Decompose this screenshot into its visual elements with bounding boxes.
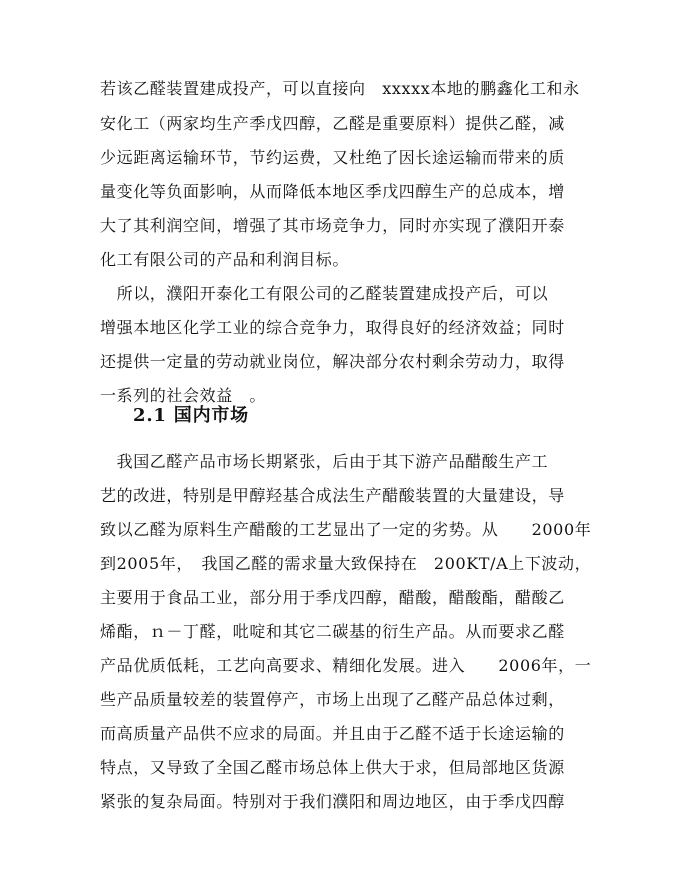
paragraph-2-line-4: 一系列的社会效益 。 — [100, 386, 267, 405]
paragraph-3-line-1: 我国乙醛产品市场长期紧张，后由于其下游产品醋酸生产工 — [100, 452, 549, 471]
paragraph-1-line-6: 化工有限公司的产品和利润目标。 — [100, 250, 350, 269]
paragraph-1-line-1: 若该乙醛装置建成投产，可以直接向 xxxxx本地的鹏鑫化工和永 — [100, 79, 580, 98]
paragraph-3-line-11: 紧张的复杂局面。特别对于我们濮阳和周边地区，由于季戊四醇 — [100, 792, 565, 811]
paragraph-3-line-4: 到2005年， 我国乙醛的需求量大致保持在 200KT/A上下波动， — [100, 554, 592, 573]
paragraph-3-line-5: 主要用于食品工业，部分用于季戊四醇，醋酸，醋酸酯，醋酸乙 — [100, 588, 565, 607]
paragraph-3-line-3: 致以乙醛为原料生产醋酸的工艺显出了一定的劣势。从 2000年 — [100, 520, 592, 539]
paragraph-3-line-7: 产品优质低耗，工艺向高要求、精细化发展。进入 2006年，一 — [100, 656, 592, 675]
paragraph-2-line-3: 还提供一定量的劳动就业岗位，解决部分农村剩余劳动力，取得 — [100, 352, 565, 371]
paragraph-2-line-2: 增强本地区化学工业的综合竞争力，取得良好的经济效益；同时 — [100, 318, 565, 337]
paragraph-1-line-2: 安化工（两家均生产季戊四醇，乙醛是重要原料）提供乙醛，减 — [100, 114, 565, 133]
paragraph-3-line-2: 艺的改进，特别是甲醇羟基合成法生产醋酸装置的大量建设，导 — [100, 486, 565, 505]
section-heading: 2.1 国内市场 — [133, 405, 249, 426]
paragraph-3-line-9: 而高质量产品供不应求的局面。并且由于乙醛不适于长途运输的 — [100, 724, 565, 743]
paragraph-1-line-4: 量变化等负面影响，从而降低本地区季戊四醇生产的总成本，增 — [100, 182, 565, 201]
paragraph-3-line-6: 烯酯，ｎ－丁醛，吡啶和其它二碳基的衍生产品。从而要求乙醛 — [100, 622, 565, 641]
paragraph-1-line-3: 少远距离运输环节，节约运费，又杜绝了因长途运输而带来的质 — [100, 148, 565, 167]
paragraph-2-line-1: 所以，濮阳开泰化工有限公司的乙醛装置建成投产后，可以 — [100, 284, 549, 303]
paragraph-3-line-8: 些产品质量较差的装置停产，市场上出现了乙醛产品总体过剩， — [100, 690, 565, 709]
paragraph-1-line-5: 大了其利润空间，增强了其市场竞争力，同时亦实现了濮阳开泰 — [100, 216, 565, 235]
paragraph-3-line-10: 特点，又导致了全国乙醛市场总体上供大于求，但局部地区货源 — [100, 758, 565, 777]
